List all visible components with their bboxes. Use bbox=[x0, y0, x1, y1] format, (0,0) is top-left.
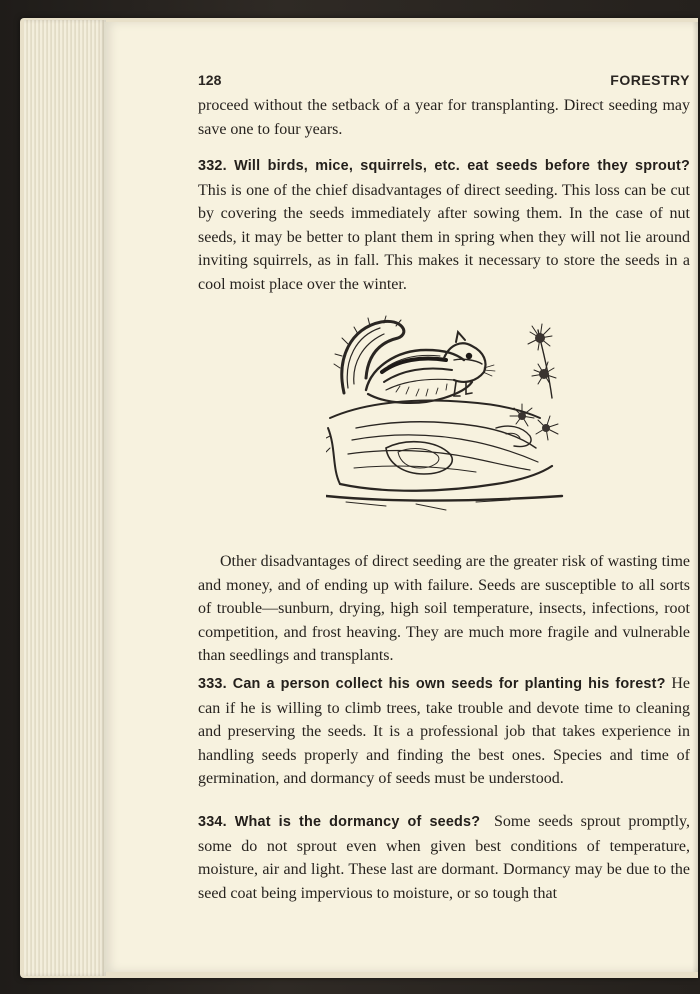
page-gutter bbox=[692, 22, 698, 972]
question-332-heading: 332. Will birds, mice, squirrels, etc. eat seeds before they sprout? bbox=[198, 158, 690, 174]
question-333 bbox=[198, 672, 690, 791]
other-disadvantages-paragraph: Other disadvantages of direct seeding are the greater risk of wasting time and money, and of ending up with failure. Seeds are susceptible to all sorts of trouble—sunburn, drying, high soil temperature, insects, infections, root competition, and frost heaving. They are much more fragile and vulnerable than seedlings and transplants. bbox=[198, 553, 690, 665]
page-header bbox=[198, 72, 690, 94]
chipmunk-illustration bbox=[326, 298, 566, 528]
question-333-heading: 333. Can a person collect his own seeds for planting his forest? bbox=[198, 676, 666, 692]
question-333-answer: He can if he is willing to climb trees, take trouble and devote time to cleaning and preserving the seeds. It is a professional job that takes experience in handling seeds properly and finding the best ones. Species and time of germination, and dormancy of seeds must be understood. bbox=[198, 675, 690, 788]
chipmunk-woodcut-image bbox=[326, 298, 566, 528]
page-edges bbox=[24, 20, 106, 976]
question-334 bbox=[198, 810, 690, 905]
question-334-heading: 334. What is the dormancy of seeds? bbox=[198, 814, 481, 830]
question-334-answer: Some seeds sprout promptly, some do not sprout even when given best conditions of temperature, moisture, air and light. These last are dormant. Dormancy may be due to the seed coat being impervious to moisture, or so tough that bbox=[198, 813, 691, 902]
question-332-answer: This is one of the chief disadvantages of direct seeding. This loss can be cut by covering the seeds immediately after sowing them. In the case of nut seeds, it may be better to plant them in spring when they will not lie around inviting squirrels, as in fall. This makes it necessary to store the seeds in a cool moist place over the winter. bbox=[198, 181, 690, 293]
question-332 bbox=[198, 154, 690, 297]
book-page bbox=[104, 22, 698, 972]
continuation-paragraph: proceed without the setback of a year for transplanting. Direct seeding may save one to four years. bbox=[198, 97, 690, 138]
page-number: 128 bbox=[198, 72, 222, 88]
running-title: FORESTRY bbox=[610, 72, 690, 88]
